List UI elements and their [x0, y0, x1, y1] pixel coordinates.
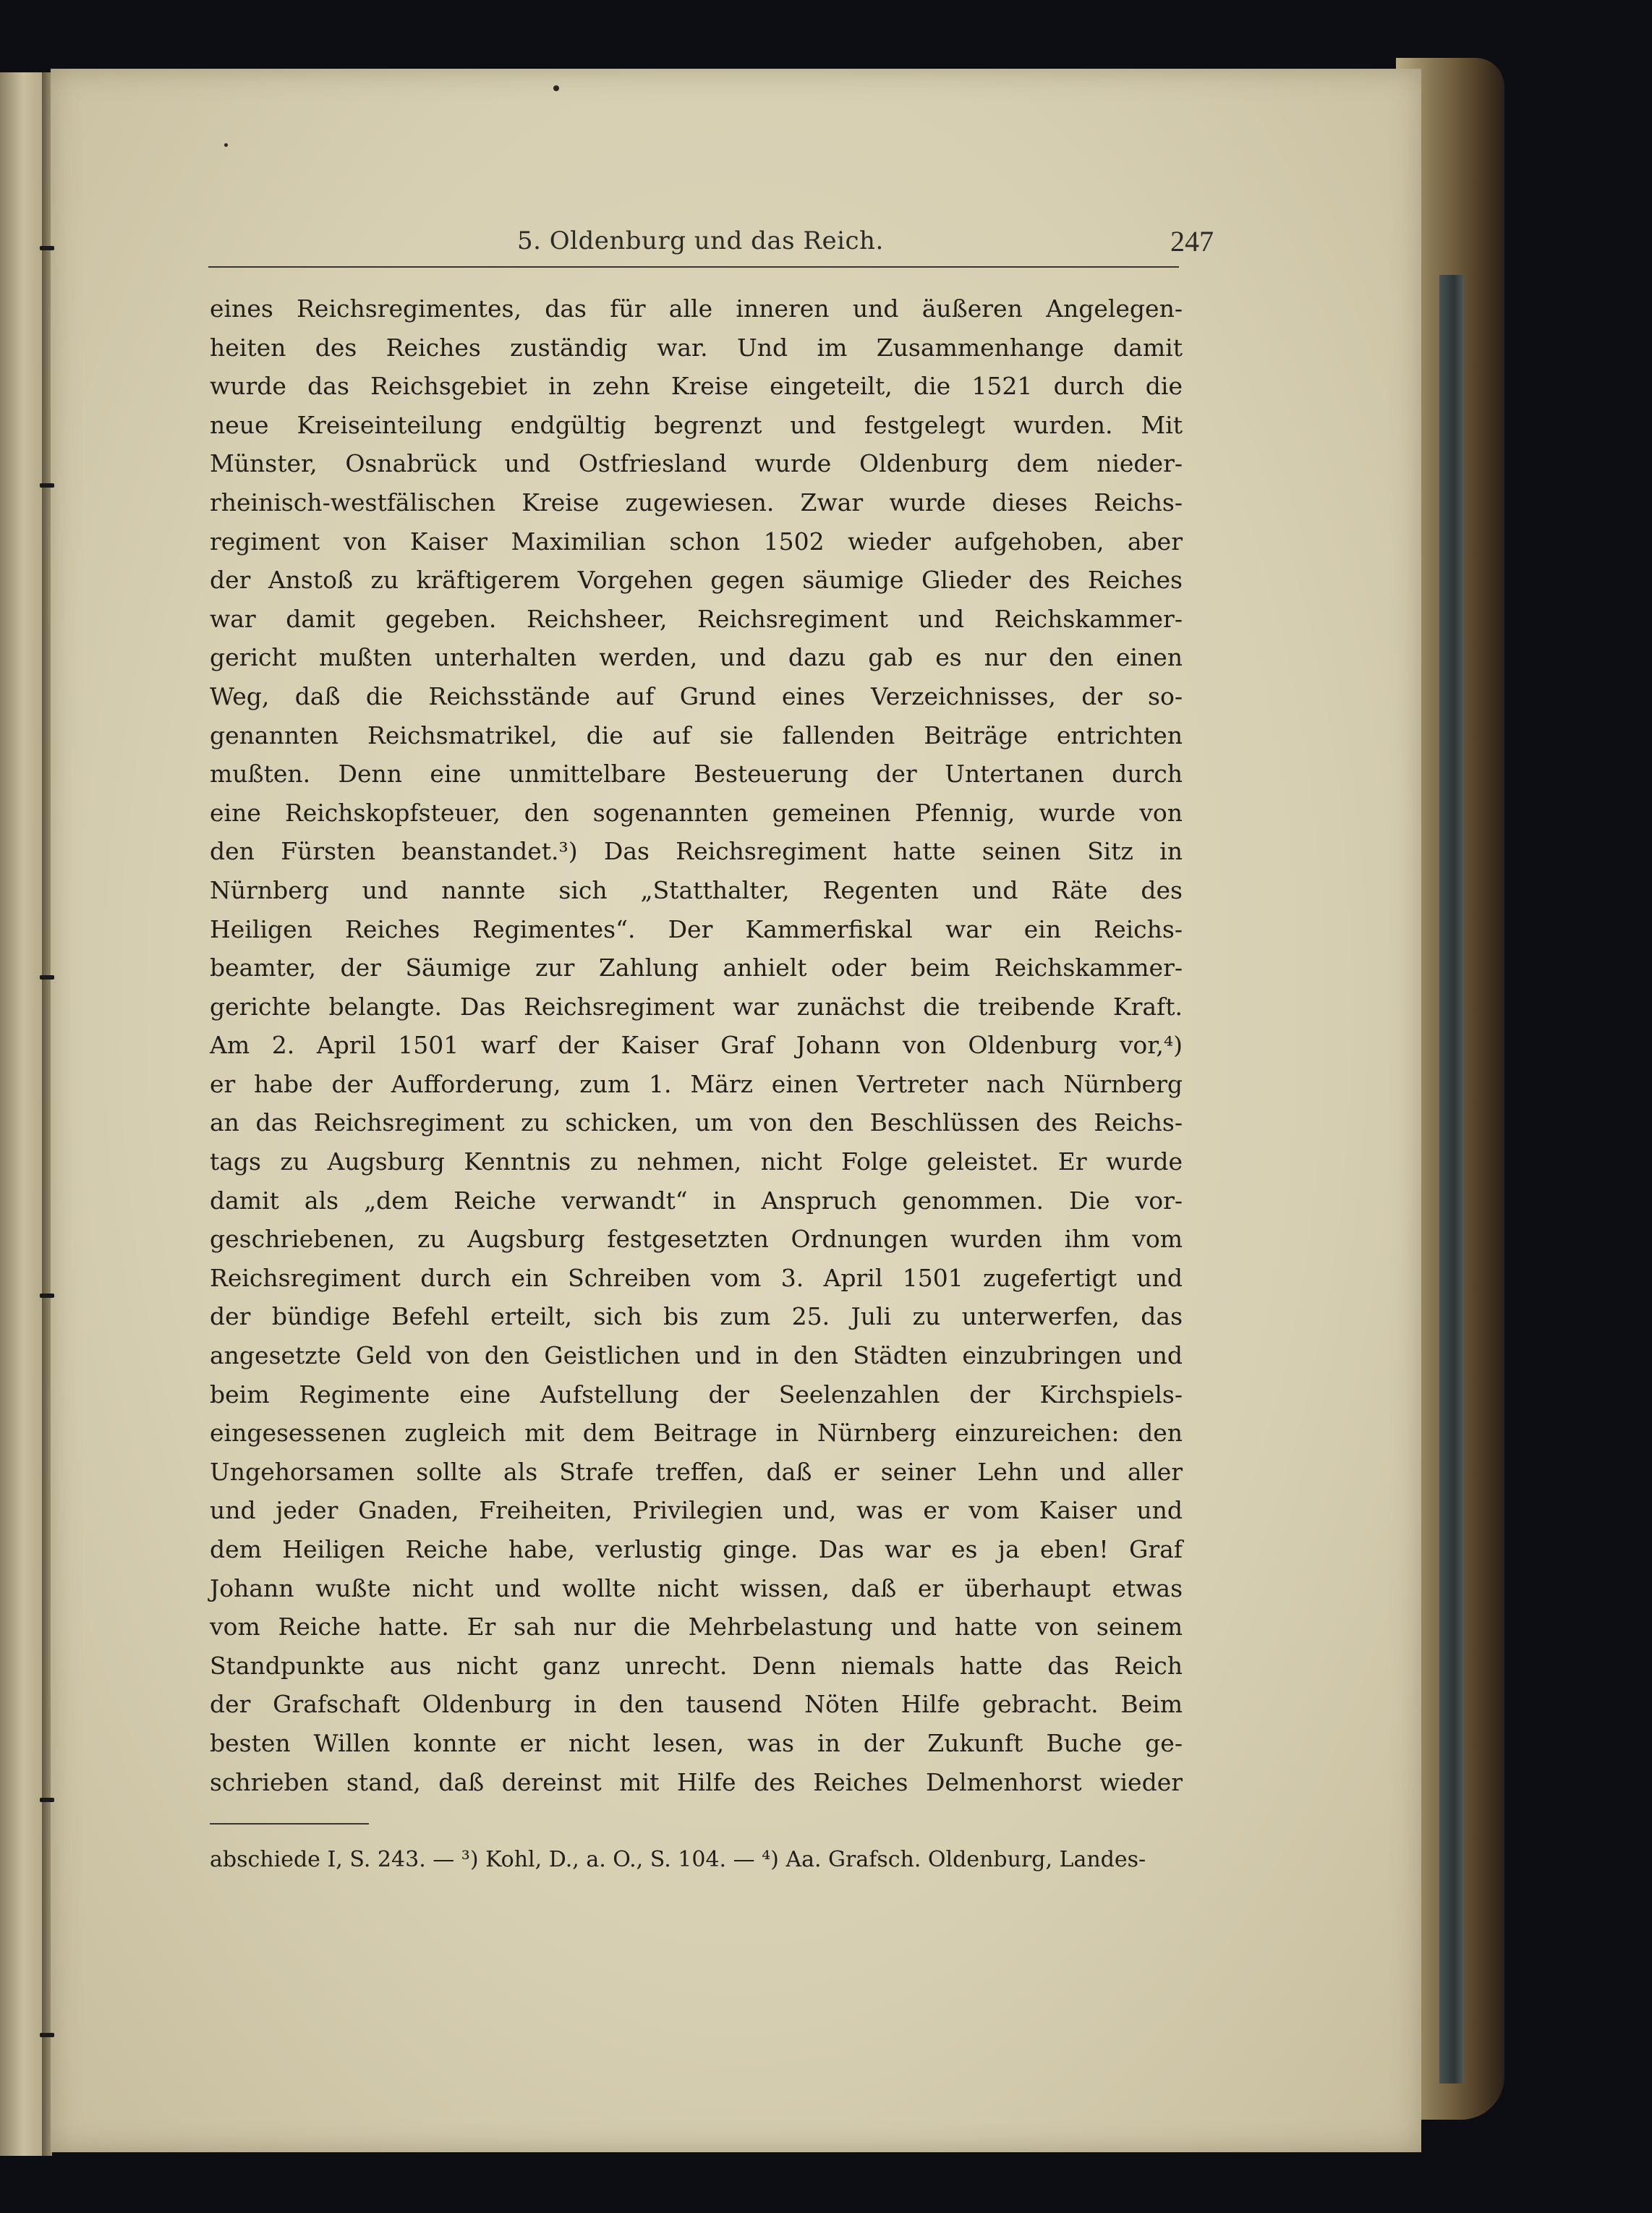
text-line: und jeder Gnaden, Freiheiten, Privilegien und, was er vom Kaiser und: [210, 1496, 1183, 1525]
text-line: der Anstoß zu kräftigerem Vorgehen gegen säumige Glieder des Reiches: [210, 566, 1183, 595]
text-line: er habe der Aufforderung, zum 1. März einen Vertreter nach Nürnberg: [210, 1069, 1183, 1098]
running-header: 5. Oldenburg und das Reich.: [517, 226, 884, 255]
text-line: Nürnberg und nannte sich „Statthalter, Regenten und Räte des: [210, 875, 1183, 904]
text-line: Weg, daß die Reichsstände auf Grund eines Verzeichnisses, der so-: [210, 681, 1183, 710]
header-rule: [208, 266, 1179, 268]
body-text: [210, 289, 1183, 1801]
margin-mark: [40, 1294, 54, 1298]
text-line: Am 2. April 1501 warf der Kaiser Graf Johann von Oldenburg vor,⁴): [210, 1031, 1183, 1060]
text-line: neue Kreiseinteilung endgültig begrenzt und festgelegt wurden. Mit: [210, 410, 1183, 439]
footnote: abschiede I, S. 243. — ³) Kohl, D., a. O., S. 104. — ⁴) Aa. Grafsch. Oldenburg, Landes-: [210, 1847, 1146, 1872]
margin-mark: [40, 483, 54, 488]
text-line: der Grafschaft Oldenburg in den tausend Nöten Hilfe gebracht. Beim: [210, 1690, 1183, 1719]
text-line: war damit gegeben. Reichsheer, Reichsregiment und Reichskammer-: [210, 604, 1183, 633]
text-line: Münster, Osnabrück und Ostfriesland wurde Oldenburg dem nieder-: [210, 449, 1183, 478]
text-line: wurde das Reichsgebiet in zehn Kreise eingeteilt, die 1521 durch die: [210, 372, 1183, 401]
text-line: gericht mußten unterhalten werden, und dazu gab es nur den einen: [210, 643, 1183, 672]
text-line: der bündige Befehl erteilt, sich bis zum 25. Juli zu unterwerfen, das: [210, 1302, 1183, 1331]
text-line: beim Regimente eine Aufstellung der Seelenzahlen der Kirchspiels-: [210, 1380, 1183, 1409]
text-line: Ungehorsamen sollte als Strafe treffen, daß er seiner Lehn und aller: [210, 1457, 1183, 1486]
text-line: besten Willen konnte er nicht lesen, was in der Zukunft Buche ge-: [210, 1728, 1183, 1757]
text-line: regiment von Kaiser Maximilian schon 1502 wieder aufgehoben, aber: [210, 527, 1183, 556]
text-line: Heiligen Reiches Regimentes“. Der Kammerfiskal war ein Reichs-: [210, 914, 1183, 943]
page-number: 247: [1170, 225, 1214, 258]
text-line: eine Reichskopfsteuer, den sogenannten gemeinen Pfennig, wurde von: [210, 798, 1183, 827]
text-line: vom Reiche hatte. Er sah nur die Mehrbelastung und hatte von seinem: [210, 1613, 1183, 1641]
text-line: geschriebenen, zu Augsburg festgesetzten Ordnungen wurden ihm vom: [210, 1225, 1183, 1254]
text-line: damit als „dem Reiche verwandt“ in Anspruch genommen. Die vor-: [210, 1186, 1183, 1215]
text-line: an das Reichsregiment zu schicken, um von den Beschlüssen des Reichs-: [210, 1108, 1183, 1137]
text-line: Reichsregiment durch ein Schreiben vom 3. April 1501 zugefertigt und: [210, 1263, 1183, 1292]
margin-mark: [40, 1798, 54, 1802]
text-line: angesetzte Geld von den Geistlichen und in den Städten einzubringen und: [210, 1341, 1183, 1370]
text-line: eines Reichsregimentes, das für alle inneren und äußeren Angelegen-: [210, 294, 1183, 323]
margin-mark: [40, 2033, 54, 2037]
text-line: den Fürsten beanstandet.³) Das Reichsregiment hatte seinen Sitz in: [210, 837, 1183, 866]
text-line: beamter, der Säumige zur Zahlung anhielt oder beim Reichskammer-: [210, 953, 1183, 982]
text-line: tags zu Augsburg Kenntnis zu nehmen, nicht Folge geleistet. Er wurde: [210, 1147, 1183, 1176]
text-line: rheinisch-westfälischen Kreise zugewiesen. Zwar wurde dieses Reichs-: [210, 488, 1183, 517]
text-line: Johann wußte nicht und wollte nicht wissen, daß er überhaupt etwas: [210, 1573, 1183, 1602]
text-line: dem Heiligen Reiche habe, verlustig ginge. Das war es ja eben! Graf: [210, 1535, 1183, 1563]
ink-speck: [553, 85, 559, 91]
text-line: Standpunkte aus nicht ganz unrecht. Denn niemals hatte das Reich: [210, 1651, 1183, 1680]
text-line: gerichte belangte. Das Reichsregiment war zunächst die treibende Kraft.: [210, 992, 1183, 1021]
text-line: heiten des Reiches zuständig war. Und im Zusammenhange damit: [210, 333, 1183, 362]
left-page-edge: [0, 72, 42, 2156]
ink-speck: [224, 143, 228, 147]
footnote-rule: [210, 1823, 369, 1825]
text-line: mußten. Denn eine unmittelbare Besteuerung der Untertanen durch: [210, 760, 1183, 789]
margin-mark: [40, 246, 54, 250]
margin-mark: [40, 975, 54, 980]
text-line: schrieben stand, daß dereinst mit Hilfe des Reiches Delmenhorst wieder: [210, 1767, 1183, 1796]
text-line: genannten Reichsmatrikel, die auf sie fallenden Beiträge entrichten: [210, 721, 1183, 749]
text-line: eingesessenen zugleich mit dem Beitrage in Nürnberg einzureichen: den: [210, 1419, 1183, 1448]
